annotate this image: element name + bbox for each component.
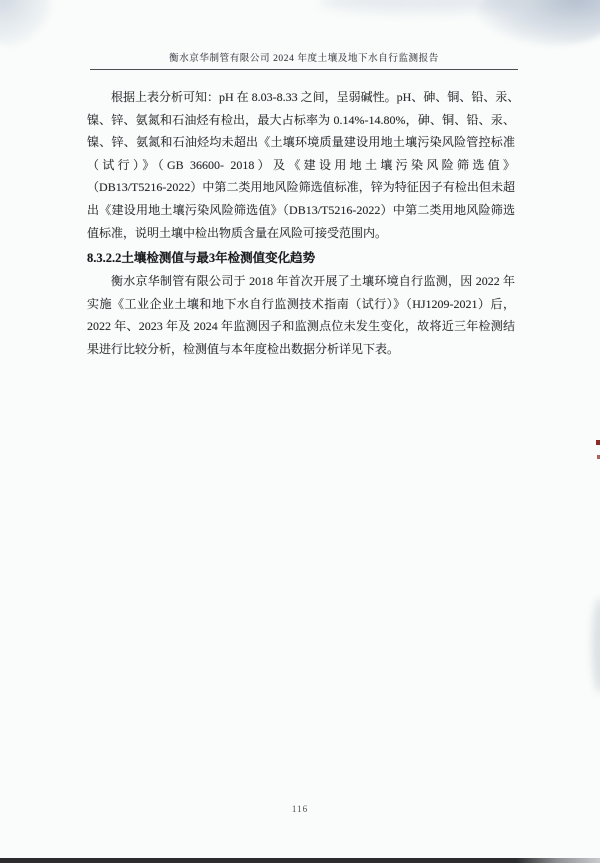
report-header-title: 衡水京华制管有限公司 2024 年度土壤及地下水自行监测报告 <box>169 54 439 64</box>
paragraph-line: 镍、锌、氨氮和石油烃有检出，最大占标率为 0.14%-14.80%，砷、铜、铅、汞、 <box>87 112 515 127</box>
paragraph-line: （DB13/T5216-2022）中第二类用地风险筛选值标准，锌为特征因子有检出但未超 <box>87 180 515 195</box>
paragraph-line: （试行）》（GB 36600- 2018）及《建设用地土壤污染风险筛选值》 <box>87 157 515 172</box>
paragraph-line: 衡水京华制管有限公司于 2018 年首次开展了土壤环境自行监测，因 2022 年 <box>111 274 515 289</box>
scan-smudge-top-right <box>478 0 600 46</box>
scan-bottom-edge-strip <box>0 858 600 863</box>
paragraph-line: 镍、锌、氨氮和石油烃均未超出《土壤环境质量建设用地土壤污染风险管控标准 <box>87 135 515 150</box>
scan-smudge-top-middle <box>320 0 520 12</box>
scan-speck-red <box>596 440 600 445</box>
paragraph-line: 值标准，说明土壤中检出物质含量在风险可接受范围内。 <box>87 225 388 240</box>
paragraph-line: 果进行比较分析，检测值与本年度检出数据分析详见下表。 <box>87 341 400 356</box>
scan-smudge-right-edge <box>592 598 600 693</box>
paragraph-line: 根据上表分析可知：pH 在 8.03-8.33 之间，呈弱碱性。pH、砷、铜、铅、汞、 <box>111 90 520 104</box>
page-number: 116 <box>291 804 309 814</box>
section-heading: 8.3.2.2土壤检测值与最3年检测值变化趋势 <box>87 251 316 266</box>
paragraph-line: 2022 年、2023 年及 2024 年监测因子和监测点位未发生变化，故将近三年检测结 <box>87 319 515 334</box>
scan-smudge-top-left <box>0 0 53 47</box>
body-text <box>87 86 520 361</box>
paragraph-line: 实施《工业企业土壤和地下水自行监测技术指南（试行）》（HJ1209-2021）后， <box>87 296 515 311</box>
paragraph-line: 出《建设用地土壤污染风险筛选值》（DB13/T5216-2022）中第二类用地风险筛选 <box>87 202 515 217</box>
header-rule <box>90 69 518 70</box>
